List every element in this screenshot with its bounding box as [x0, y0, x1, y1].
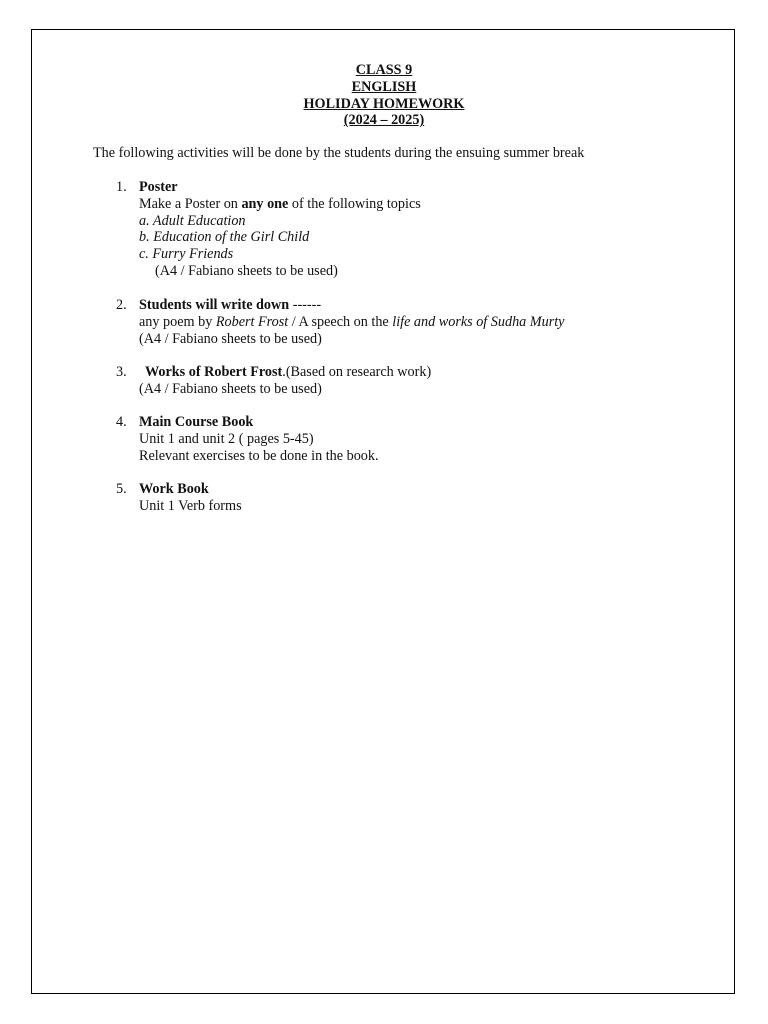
- subject-heading: ENGLISH: [351, 78, 417, 95]
- item-instruction: [139, 196, 421, 213]
- homework-heading: HOLIDAY HOMEWORK: [303, 95, 465, 112]
- item-note: (A4 / Fabiano sheets to be used): [139, 380, 322, 397]
- item-detail: Unit 1 and unit 2 ( pages 5-45): [139, 430, 314, 447]
- instruction-text: Make a Poster on: [139, 195, 242, 212]
- session-heading: (2024 – 2025): [343, 112, 425, 129]
- item-title-suffix: ------: [289, 297, 322, 313]
- item-title: Main Course Book: [139, 414, 254, 430]
- item-number: 3.: [116, 364, 127, 380]
- intro-text: The following activities will be done by the students during the ensuing summer break: [93, 145, 585, 161]
- instruction-text: of the following topics: [288, 195, 421, 212]
- page-border: [31, 29, 735, 994]
- item-number: 4.: [116, 414, 127, 430]
- instruction-text: / A speech on the: [288, 313, 393, 330]
- item-title-line: [145, 364, 431, 381]
- topic-option: b. Education of the Girl Child: [139, 229, 310, 246]
- item-title: Works of Robert Frost: [145, 364, 283, 380]
- item-note: (A4 / Fabiano sheets to be used): [139, 330, 322, 347]
- document-header: [0, 62, 768, 129]
- item-title: Students will write down: [139, 297, 290, 313]
- instruction-emphasis: any one: [241, 195, 289, 212]
- item-title-line: [139, 297, 564, 314]
- instruction-text: any poem by: [139, 313, 216, 330]
- item-number: 2.: [116, 297, 127, 313]
- topic-option: a. Adult Education: [139, 212, 246, 229]
- item-title: Work Book: [139, 481, 209, 497]
- item-instruction: [139, 314, 564, 331]
- instruction-emphasis: Robert Frost: [215, 313, 289, 330]
- item-number: 5.: [116, 481, 127, 497]
- item-detail: Relevant exercises to be done in the book.: [139, 447, 379, 464]
- instruction-emphasis: life and works of Sudha Murty: [392, 313, 565, 330]
- topic-option: c. Furry Friends: [139, 246, 234, 263]
- item-detail: Unit 1 Verb forms: [139, 497, 242, 514]
- item-number: 1.: [116, 179, 127, 195]
- item-title: Poster: [139, 179, 178, 195]
- item-title-suffix: .(Based on research work): [282, 364, 432, 380]
- item-note: (A4 / Fabiano sheets to be used): [155, 262, 338, 279]
- class-heading: CLASS 9: [355, 62, 413, 78]
